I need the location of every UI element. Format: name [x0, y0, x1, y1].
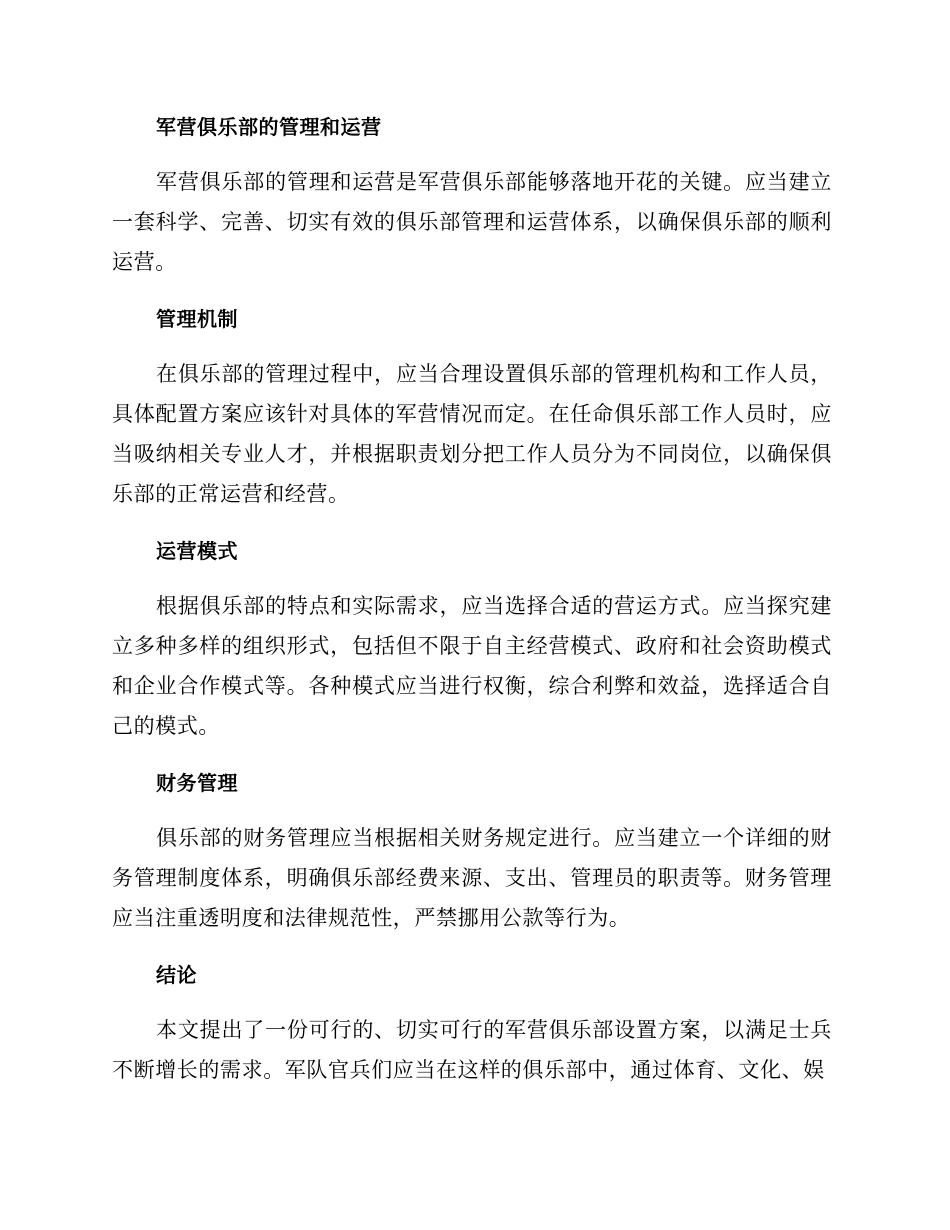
- section-heading-financial-management: 财务管理: [156, 771, 238, 795]
- section-heading-management-operation: 军营俱乐部的管理和运营: [156, 115, 382, 139]
- section-heading-management-mechanism: 管理机制: [156, 307, 238, 331]
- section-paragraph-operation-mode: 根据俱乐部的特点和实际需求，应当选择合适的营运方式。应当探究建立多种多样的组织形式，包括但不限于自主经营模式、政府和社会资助模式和企业合作模式等。各种模式应当进行权衡，综合利弊和效益，选择适合自己的模式。: [112, 594, 832, 738]
- section-heading-conclusion: 结论: [156, 963, 197, 987]
- section-paragraph-management-mechanism: 在俱乐部的管理过程中，应当合理设置俱乐部的管理机构和工作人员，具体配置方案应该针对具体的军营情况而定。在任命俱乐部工作人员时，应当吸纳相关专业人才，并根据职责划分把工作人员分为不同岗位，以确保俱乐部的正常运营和经营。: [112, 362, 832, 506]
- section-heading-operation-mode: 运营模式: [156, 539, 238, 563]
- document-page: [112, 108, 832, 1090]
- section-paragraph-financial-management: 俱乐部的财务管理应当根据相关财务规定进行。应当建立一个详细的财务管理制度体系，明确俱乐部经费来源、支出、管理员的职责等。财务管理应当注重透明度和法律规范性，严禁挪用公款等行为。: [112, 826, 832, 930]
- section-paragraph-management-operation: 军营俱乐部的管理和运营是军营俱乐部能够落地开花的关键。应当建立一套科学、完善、切实有效的俱乐部管理和运营体系，以确保俱乐部的顺利运营。: [112, 170, 832, 274]
- section-paragraph-conclusion: 本文提出了一份可行的、切实可行的军营俱乐部设置方案，以满足士兵不断增长的需求。军队官兵们应当在这样的俱乐部中，通过体育、文化、娱: [112, 1018, 832, 1082]
